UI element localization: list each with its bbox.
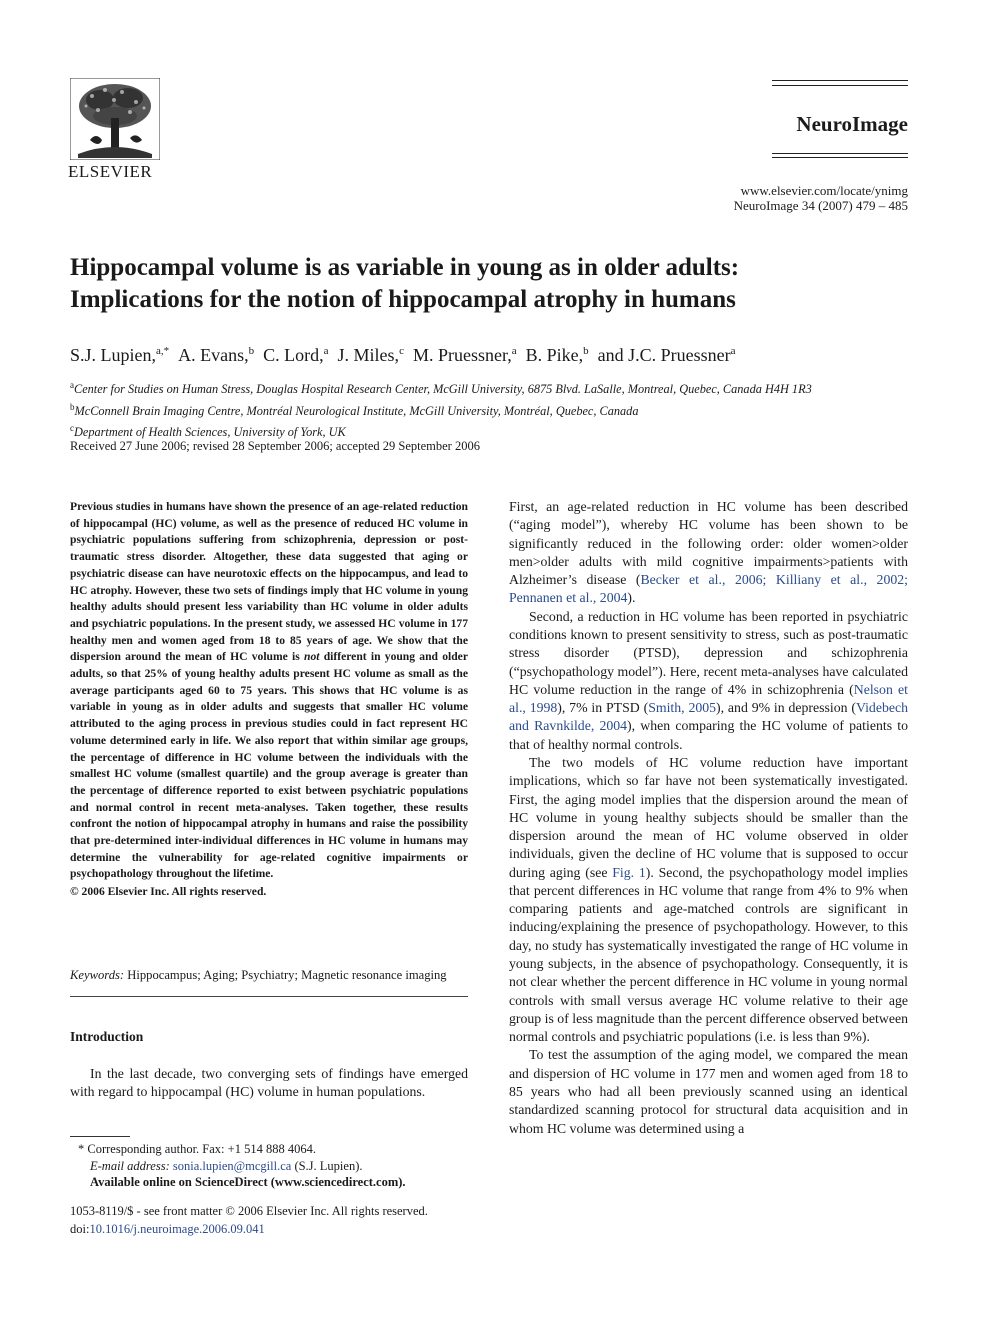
keywords [70,968,468,983]
online-note: Available online on ScienceDirect (www.sciencedirect.com). [90,1175,406,1189]
divider [70,996,468,997]
author: S.J. Lupien,$^{a,*}$ [70,345,170,365]
publisher-logo [68,78,168,182]
affiliation: $^a$Center for Studies on Human Stress, Douglas Hospital Research Center, McGill University, 6875 Blvd. LaSalle, Montreal, Quebec, Canada H4H 1R3 [70,380,812,397]
citation-link[interactable]: Nelson et al., 1998 [509,681,908,716]
author-list [70,338,930,368]
affiliation: $^b$McConnell Brain Imaging Centre, Montréal Neurological Institute, McGill University, Montréal, Quebec, Canada [70,401,639,418]
author: A. Evans,$^b$ [178,345,255,365]
author: and J.C. Pruessner$^a$ [597,345,736,365]
header-rule [772,80,908,81]
footnote-rule [70,1136,130,1137]
article-title [70,252,930,316]
publisher-name: ELSEVIER [68,162,153,181]
section-heading: Introduction [70,1029,144,1044]
affiliation: $^c$Department of Health Sciences, University of York, UK [70,423,346,440]
journal-name: NeuroImage [796,112,908,136]
keywords-list: Hippocampus; Aging; Psychiatry; Magnetic resonance imaging [127,968,447,982]
affiliations [70,377,930,442]
email-note: E-mail address: sonia.lupien@mcgill.ca (S.J. Lupien). [90,1158,363,1173]
title-line: Implications for the notion of hippocampal atrophy in humans [70,286,736,313]
issn-line: 1053-8119/$ - see front matter © 2006 Elsevier Inc. All rights reserved. [70,1204,428,1218]
body-right-column [509,498,908,1138]
abstract-text: Previous studies in humans have shown the presence of an age-related reduction of hippocampal (HC) volume, as well as the presence of reduced HC volume in psychiatric populations suffering from schizophrenia, depression or post-traumatic stress disorder. Altogether, these data suggested that aging or psychiatric disease can have neurotoxic effects on the hippocampus, and lead to HC atrophy. However, these two sets of findings imply that HC volume in young healthy adults should present less variability than HC volume in older adults and psychiatric populations. In the present study, we assessed HC volume in 177 healthy men and women aged from 18 to 85 years of age. We show that the dispersion around the mean of HC volume is not different in young and older adults, so that 25% of young healthy adults present HC volume as small as the average participants aged 60 to 75 years. This shows that HC volume is as variable in young as in older adults and suggests that smaller HC volume attributed to the aging process in previous studies could in fact represent HC volume determined early in life. We also report that within similar age groups, the percentage of difference in HC volume between the individuals with the smallest HC volume (smallest quartile) and the group average is greater than the percentage of difference reported to exist between psychiatric populations and normal control in recent meta-analyses. Taken together, these results confront the notion of hippocampal atrophy in humans and raise the possibility that pre-determined inter-individual differences in HC volume in humans may determine the vulnerability for age-related cognitive impairments or psychopathology throughout the lifetime. [70,500,468,881]
body-paragraph: First, an age-related reduction in HC volume has been described (“aging model”), whereby HC volume has been shown to be significantly reduced in the following order: older women>older men>older adults with mild cognitive impairments>patients with Alzheimer’s disease (Becker et al., 2006; Killiany et al., 2002; Pennanen et al., 2004). [509,499,908,606]
abstract-copyright: © 2006 Elsevier Inc. All rights reserved. [70,885,267,899]
header-rule [772,85,908,86]
intro-paragraph: In the last decade, two converging sets of findings have emerged with regard to hippocampal (HC) volume in human populations. [70,1066,468,1100]
email-link[interactable]: sonia.lupien@mcgill.ca [172,1158,292,1173]
citation-link[interactable]: Videbech and Ravnkilde, 2004 [509,700,909,734]
issn-block [70,1203,490,1238]
author: C. Lord,$^a$ [263,345,329,365]
citation-link[interactable]: Becker et al., 2006; Killiany et al., 2002; Pennanen et al., 2004 [509,572,908,606]
figure-link[interactable]: Fig. 1 [612,864,646,880]
abstract [70,499,468,901]
body-paragraph: To test the assumption of the aging model, we compared the mean and dispersion of HC volume in 177 men and women aged from 18 to 85 years who had all been previously scanned using an identical standardized scanning protocol for structural data acquisition and in whom HC volume was determined using a [509,1047,908,1136]
body-paragraph: Second, a reduction in HC volume has been reported in psychiatric conditions known to present sensitivity to stress, such as post-traumatic stress disorder (PTSD), depression and schizophrenia (“psychopathology model”). Here, recent meta-analyses have calculated HC volume reduction in the range of 4% in schizophrenia (Nelson et al., 1998), 7% in PTSD (Smith, 2005), and 9% in depression (Videbech and Ravnkilde, 2004), when comparing the HC volume of patients to that of healthy normal controls. [509,608,909,752]
header-rule [772,153,908,154]
journal-citation: NeuroImage 34 (2007) 479 – 485 [733,198,908,213]
received-dates: Received 27 June 2006; revised 28 September 2006; accepted 29 September 2006 [70,439,480,453]
doi-line: doi:10.1016/j.neuroimage.2006.09.041 [70,1221,265,1236]
doi-link[interactable]: 10.1016/j.neuroimage.2006.09.041 [89,1221,265,1236]
elsevier-tree-logo-icon [70,78,160,160]
journal-url[interactable]: www.elsevier.com/locate/ynimg [740,183,908,198]
author: J. Miles,$^c$ [337,345,404,365]
header-rule [772,157,908,158]
corresponding-author-note: * Corresponding author. Fax: +1 514 888 4064. [78,1142,316,1156]
body-paragraph: The two models of HC volume reduction have important implications, which so far have not been systematically investigated. First, the aging model implies that the dispersion around the mean of HC volume in young healthy subjects should be smaller than the dispersion around the mean of HC volume observed in older individuals, given the decline of HC volume that is supposed to occur during aging (see Fig. 1). Second, the psychopathology model implies that percent differences in HC volume that range from 4% to 9% when comparing patients and age-matched controls are significant in inducing/explaining the presence of psychopathology. However, to this day, no study has systematically investigated the range of HC volume in young subjects, in the absence of psychopathology. Consequently, it is not clear whether the percent difference in HC volume in young normal controls with small versus average HC volume relative to their age group is of less magnitude than the percent difference observed between normal controls and psychiatric populations (i.e. is less than 9%). [509,754,909,1045]
journal-info [600,183,908,213]
keywords-label: Keywords: [70,968,125,982]
author: M. Pruessner,$^a$ [412,345,517,365]
title-line: Hippocampal volume is as variable in young as in older adults: [70,254,740,281]
footnotes [70,1141,468,1191]
citation-link[interactable]: Smith, 2005 [648,700,717,716]
author: B. Pike,$^b$ [525,345,589,365]
